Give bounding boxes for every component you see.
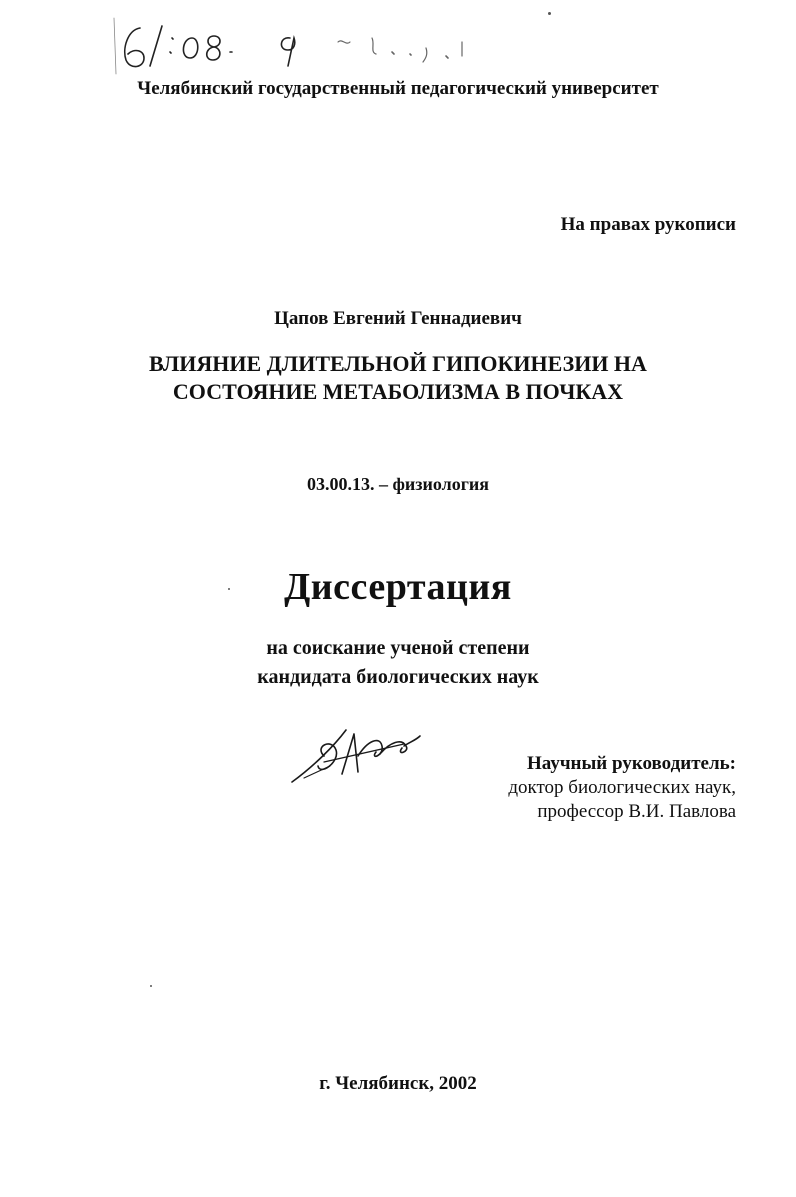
supervisor-degree: доктор биологических наук,	[508, 777, 736, 798]
supervisor-block	[508, 752, 736, 824]
scan-speck	[548, 12, 551, 15]
title-line: СОСТОЯНИЕ МЕТАБОЛИЗМА В ПОЧКАХ	[172, 379, 624, 404]
supervisor-name: профессор В.И. Павлова	[537, 801, 736, 822]
title-line: ВЛИЯНИЕ ДЛИТЕЛЬНОЙ ГИПОКИНЕЗИИ НА	[149, 351, 647, 376]
author-name: Цапов Евгений Геннадиевич	[274, 308, 522, 329]
specialty-code: 03.00.13. – физиология	[306, 474, 490, 494]
scan-speck	[150, 985, 152, 987]
document-type: Диссертация	[284, 566, 512, 608]
manuscript-rights: На правах рукописи	[560, 214, 736, 235]
supervisor-label: Научный руководитель:	[527, 753, 736, 774]
dissertation-title	[0, 350, 796, 406]
city-year: г. Челябинск, 2002	[319, 1073, 477, 1094]
degree-line: на соискание ученой степени	[266, 637, 530, 659]
degree-line: кандидата биологических наук	[257, 666, 539, 688]
author-signature	[284, 716, 424, 790]
university-name: Челябинский государственный педагогический университет	[137, 78, 659, 99]
handwritten-archive-note	[110, 8, 480, 78]
degree-statement	[0, 634, 796, 692]
